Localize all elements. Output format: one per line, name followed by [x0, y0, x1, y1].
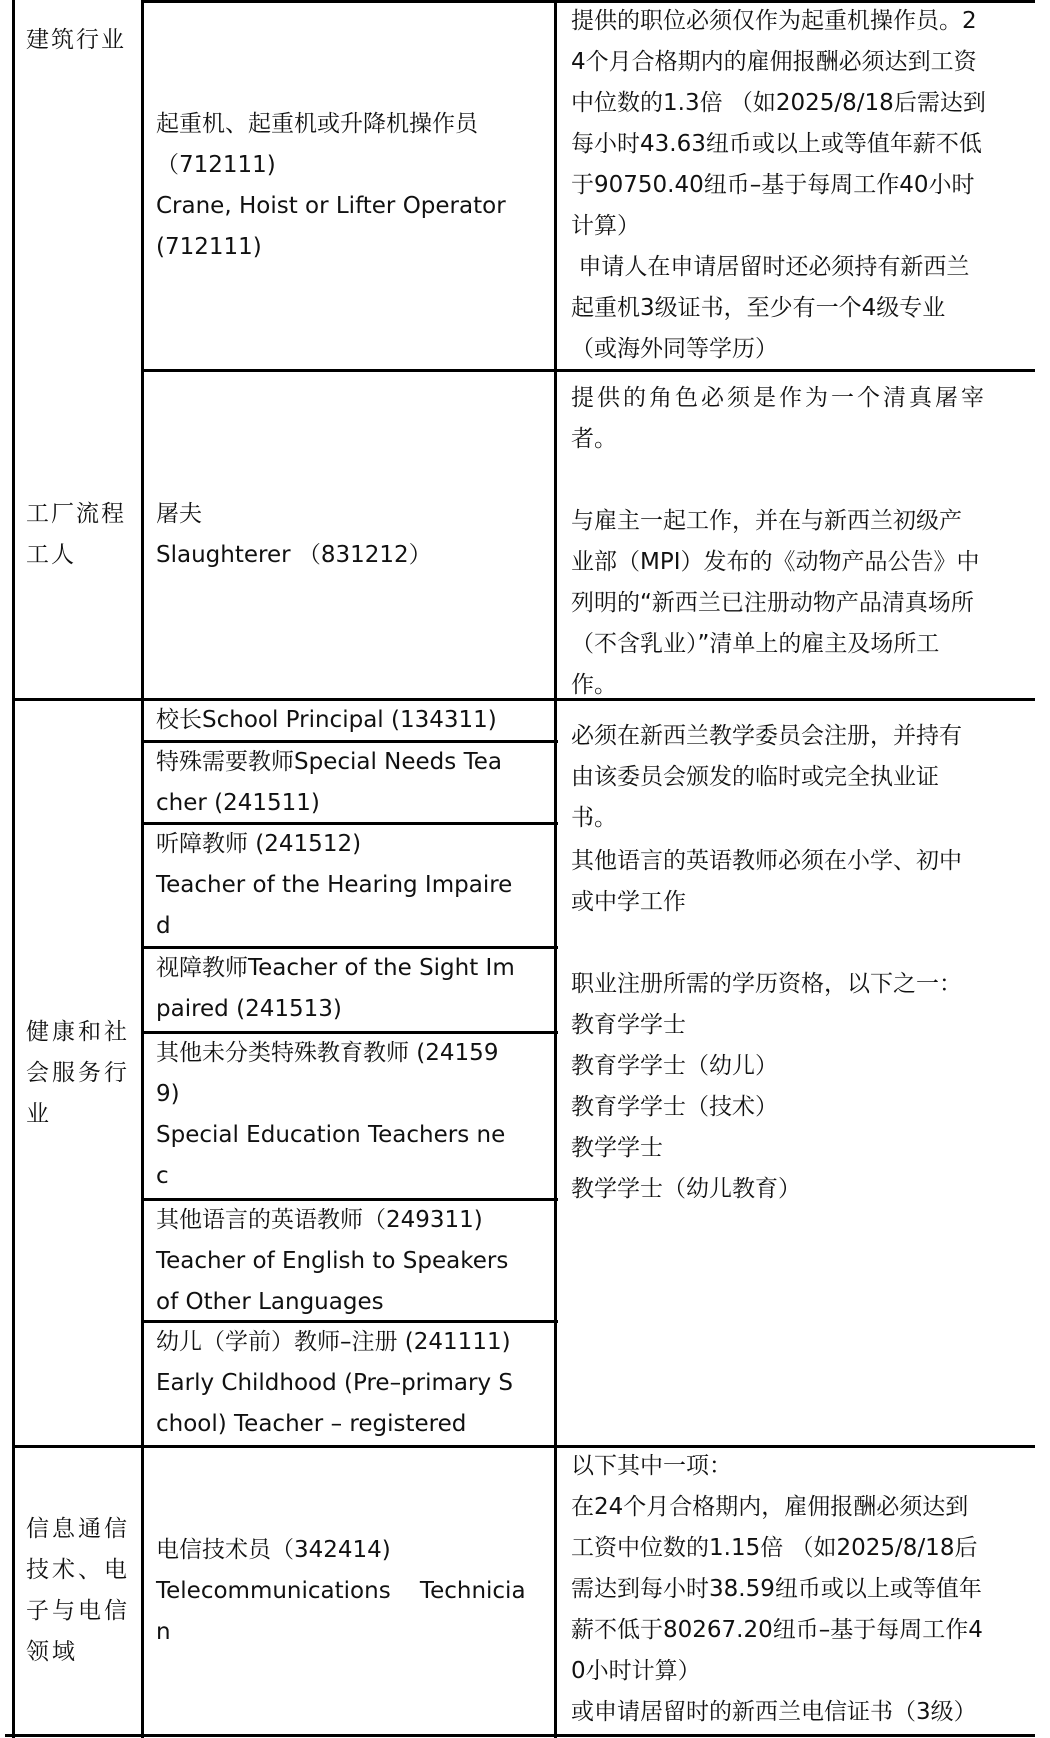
occupation-cell: [156, 700, 549, 741]
industry-label: 信息通信技术、电子与电信领域: [26, 1516, 130, 1665]
requirements-cell: [571, 378, 1037, 706]
industry-cell: [26, 20, 138, 61]
occupation-line: 9): [156, 1081, 180, 1107]
occupation-cell: [156, 1322, 549, 1445]
requirement-line: 者。: [571, 426, 617, 452]
table-left-border: [12, 0, 15, 1738]
occupation-line: 其他未分类特殊教育教师 (24159: [156, 1040, 499, 1066]
occupation-line: n: [156, 1618, 171, 1645]
occupation-line: Slaughterer （831212）: [156, 542, 432, 568]
requirement-line: 工资中位数的1.15倍 （如2025/8/18后: [571, 1535, 978, 1561]
occupation-line: 校长School Principal (134311): [156, 707, 497, 733]
industry-label: 工厂流程工人: [26, 501, 126, 568]
requirement-line: 作。: [571, 672, 617, 698]
column-divider-2: [554, 0, 557, 1738]
requirement-line: 每小时43.63纽币或以上或等值年薪不低: [571, 131, 982, 157]
occupation-cell: [156, 742, 549, 824]
occupation-cell: [156, 372, 549, 698]
requirement-line: 教学学士（幼儿教育）: [571, 1176, 801, 1202]
occupation-line: Telecommunications Technicia: [156, 1577, 526, 1604]
industry-cell: [26, 372, 138, 698]
requirement-line: 以下其中一项：: [571, 1453, 732, 1479]
requirement-line: 提供的职位必须仅作为起重机操作员。2: [571, 8, 977, 34]
occupation-line: Teacher of the Hearing Impaire: [156, 872, 513, 898]
occupation-line: Special Education Teachers ne: [156, 1122, 506, 1148]
requirement-line: 由该委员会颁发的临时或完全执业证: [571, 764, 939, 790]
occupation-line: Teacher of English to Speakers: [156, 1248, 509, 1274]
requirements-cell: [571, 1446, 1037, 1733]
occupation-line: 特殊需要教师Special Needs Tea: [156, 749, 502, 775]
requirement-line: 与雇主一起工作，并在与新西兰初级产: [571, 508, 962, 534]
requirement-line: 职业注册所需的学历资格，以下之一：: [571, 971, 962, 997]
requirement-line: 4个月合格期内的雇佣报酬必须达到工资: [571, 49, 977, 75]
requirement-line: 必须在新西兰教学委员会注册，并持有: [571, 723, 962, 749]
requirement-line: 教育学学士（幼儿）: [571, 1053, 778, 1079]
occupation-line: paired (241513): [156, 996, 342, 1022]
requirement-line: 起重机3级证书，至少有一个4级专业: [571, 295, 946, 321]
occupation-cell: [156, 1033, 549, 1197]
requirement-line: 书。: [571, 805, 617, 831]
requirement-line: 教育学学士: [571, 1012, 686, 1038]
requirement-line: 或中学工作: [571, 889, 686, 915]
occupation-line: cher (241511): [156, 790, 320, 816]
occupation-line: 屠夫: [156, 501, 202, 527]
column-divider-1: [141, 0, 144, 1738]
occupation-line: chool) Teacher – registered: [156, 1411, 467, 1437]
row-border-4: [5, 1734, 1035, 1737]
requirement-line: 于90750.40纽币–基于每周工作40小时: [571, 172, 975, 198]
requirement-line: 提供的角色必须是作为一个清真屠宰: [571, 385, 987, 411]
requirement-line: [571, 923, 1037, 964]
requirement-line: 需达到每小时38.59纽币或以上或等值年: [571, 1576, 982, 1602]
occupation-line: 起重机、起重机或升降机操作员: [156, 111, 478, 137]
requirement-line: 业部（MPI）发布的《动物产品公告》中: [571, 549, 980, 575]
requirement-line: （不含乳业）”清单上的雇主及场所工: [571, 631, 940, 657]
requirements-cell: [571, 1, 1037, 370]
occupation-cell: [156, 1200, 549, 1323]
occupation-line: d: [156, 913, 171, 939]
occupation-line: c: [156, 1163, 169, 1189]
occupation-line: of Other Languages: [156, 1289, 384, 1315]
industry-cell: [26, 1448, 138, 1734]
requirement-line: 0小时计算）: [571, 1658, 701, 1684]
requirement-line: 列明的“新西兰已注册动物产品清真场所: [571, 590, 974, 616]
requirement-line: 教育学学士（技术）: [571, 1094, 778, 1120]
requirement-line: 在24个月合格期内，雇佣报酬必须达到: [571, 1494, 969, 1520]
requirement-line: 中位数的1.3倍 （如2025/8/18后需达到: [571, 90, 986, 116]
occupation-cell: [156, 948, 549, 1030]
occupation-line: Crane, Hoist or Lifter Operator: [156, 193, 506, 219]
requirement-line: 或申请居留时的新西兰电信证书（3级）: [571, 1699, 977, 1725]
occupation-line: 听障教师 (241512): [156, 831, 362, 857]
occupation-line: 电信技术员（342414): [156, 1536, 391, 1563]
requirements-cell: [571, 716, 1037, 1210]
industry-label: 建筑行业: [26, 27, 126, 53]
occupation-cell: [156, 1448, 549, 1734]
occupation-line: (712111): [156, 234, 262, 260]
requirement-line: 其他语言的英语教师必须在小学、初中: [571, 848, 962, 874]
occupation-cell: [156, 3, 549, 369]
requirement-line: [571, 460, 1037, 501]
requirement-line: （或海外同等学历）: [571, 336, 778, 362]
occupation-line: Early Childhood (Pre–primary S: [156, 1370, 514, 1396]
requirement-line: 薪不低于80267.20纽币–基于每周工作4: [571, 1617, 983, 1643]
requirement-line: 申请人在申请居留时还必须持有新西兰: [571, 254, 970, 280]
occupation-cell: [156, 824, 549, 947]
occupation-line: 视障教师Teacher of the Sight Im: [156, 955, 515, 981]
requirement-line: 计算）: [571, 213, 640, 239]
requirement-line: 教学学士: [571, 1135, 663, 1161]
occupation-line: 幼儿（学前）教师–注册 (241111): [156, 1329, 511, 1355]
industry-label: 健康和社会服务行业: [26, 1018, 130, 1127]
occupation-line: （712111): [156, 152, 276, 178]
industry-cell: [26, 701, 138, 1445]
occupation-line: 其他语言的英语教师（249311): [156, 1207, 483, 1233]
